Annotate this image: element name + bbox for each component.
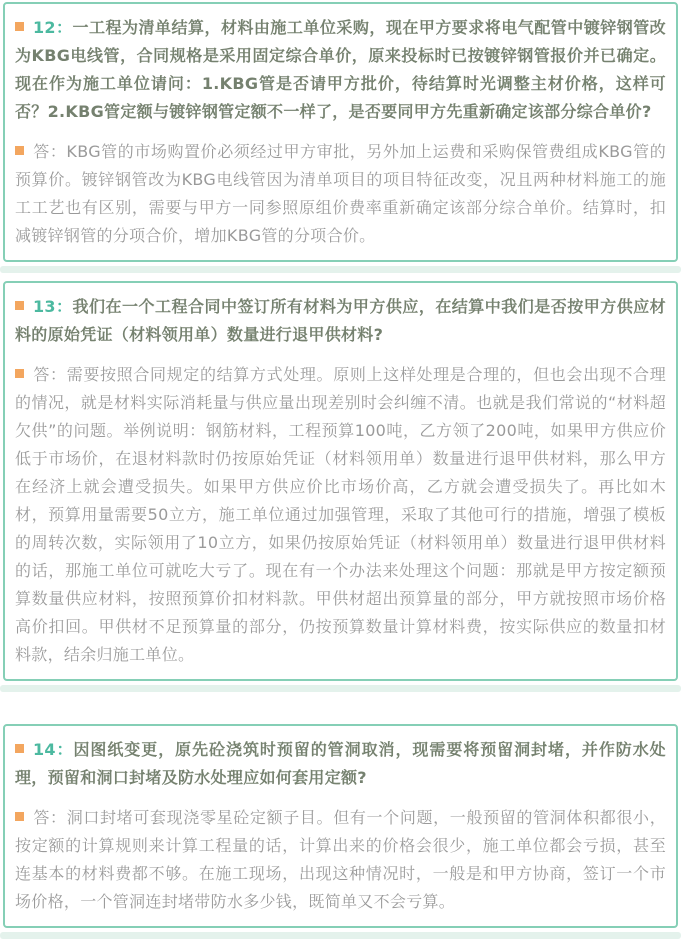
bullet-square-icon: [15, 812, 24, 821]
bullet-square-icon: [15, 369, 24, 378]
answer-text: KBG管的市场购置价必须经过甲方审批，另外加上运费和采购保管费组成KBG管的预算价。镀锌钢管改为KBG电线管因为清单项目的项目特征改变，况且两种材料施工的施工工艺也有区别，需要与甲方一同参照原组价费率重新确定该部分综合单价。结算时，扣减镀锌钢管的分项合价，增加KBG管的分项合价。: [15, 142, 666, 245]
question-number: 12：: [33, 18, 73, 37]
question-paragraph: [15, 736, 666, 792]
question-number: 14：: [33, 740, 74, 759]
question-text: 因图纸变更，原先砼浇筑时预留的管洞取消，现需要将预留洞封堵，并作防水处理，预留和洞口封堵及防水处理应如何套用定额?: [15, 740, 666, 787]
card-shadow-strip: [0, 932, 681, 939]
card-shadow-strip: [0, 266, 681, 273]
answer-text: 洞口封堵可套现浇零星砼定额子目。但有一个问题，一般预留的管洞体积都很小，按定额的计算规则来计算工程量的话，计算出来的价格会很少，施工单位都会亏损，甚至连基本的材料费都不够。在施工现场，出现这种情况时，一般是和甲方协商，签订一个市场价格，一个管洞连封堵带防水多少钱，既简单又不会亏算。: [15, 808, 666, 911]
answer-paragraph: [15, 804, 666, 916]
answer-label: 答：: [33, 365, 67, 384]
qa-card-13: [3, 281, 678, 681]
bullet-square-icon: [15, 146, 24, 155]
answer-paragraph: [15, 361, 666, 669]
answer-label: 答：: [33, 142, 67, 161]
question-paragraph: [15, 14, 666, 126]
question-text: 一工程为清单结算，材料由施工单位采购，现在甲方要求将电气配管中镀锌钢管改为KBG电线管，合同规格是采用固定综合单价，原来投标时已按镀锌钢管报价并已确定。现在作为施工单位请问：1.KBG管是否请甲方批价，待结算时光调整主材价格，这样可否？2.KBG管定额与镀锌钢管定额不一样了，是否要同甲方先重新确定该部分综合单价?: [15, 18, 666, 121]
question-number: 13：: [33, 297, 73, 316]
bullet-square-icon: [15, 22, 24, 31]
question-paragraph: [15, 293, 666, 349]
card-gap: [0, 692, 681, 724]
answer-label: 答：: [33, 808, 67, 827]
qa-card-14: [3, 724, 678, 928]
answer-paragraph: [15, 138, 666, 250]
bullet-square-icon: [15, 301, 24, 310]
bullet-square-icon: [15, 744, 24, 753]
qa-card-12: [3, 2, 678, 262]
answer-text: 需要按照合同规定的结算方式处理。原则上这样处理是合理的，但也会出现不合理的情况，就是材料实际消耗量与供应量出现差别时会纠缠不清。也就是我们常说的“材料超欠供”的问题。举例说明：钢筋材料，工程预算100吨，乙方领了200吨，如果甲方供应价低于市场价，在退材料款时仍按原始凭证（材料领用单）数量进行退甲供材料，那么甲方在经济上就会遭受损失。如果甲方供应价比市场价高，乙方就会遭受损失了。再比如木材，预算用量需要50立方，施工单位通过加强管理，采取了其他可行的措施，增强了模板的周转次数，实际领用了10立方，如果仍按原始凭证（材料领用单）数量进行退甲供材料的话，那施工单位可就吃大亏了。现在有一个办法来处理这个问题：那就是甲方按定额预算数量供应材料，按照预算价扣材料款。甲供材超出预算量的部分，甲方就按照市场价格高价扣回。甲供材不足预算量的部分，仍按预算数量计算材料费，按实际供应的数量扣材料款，结余归施工单位。: [15, 365, 666, 664]
card-gap: [0, 273, 681, 281]
question-text: 我们在一个工程合同中签订所有材料为甲方供应，在结算中我们是否按甲方供应材料的原始凭证（材料领用单）数量进行退甲供材料?: [15, 297, 666, 344]
card-shadow-strip: [0, 685, 681, 692]
